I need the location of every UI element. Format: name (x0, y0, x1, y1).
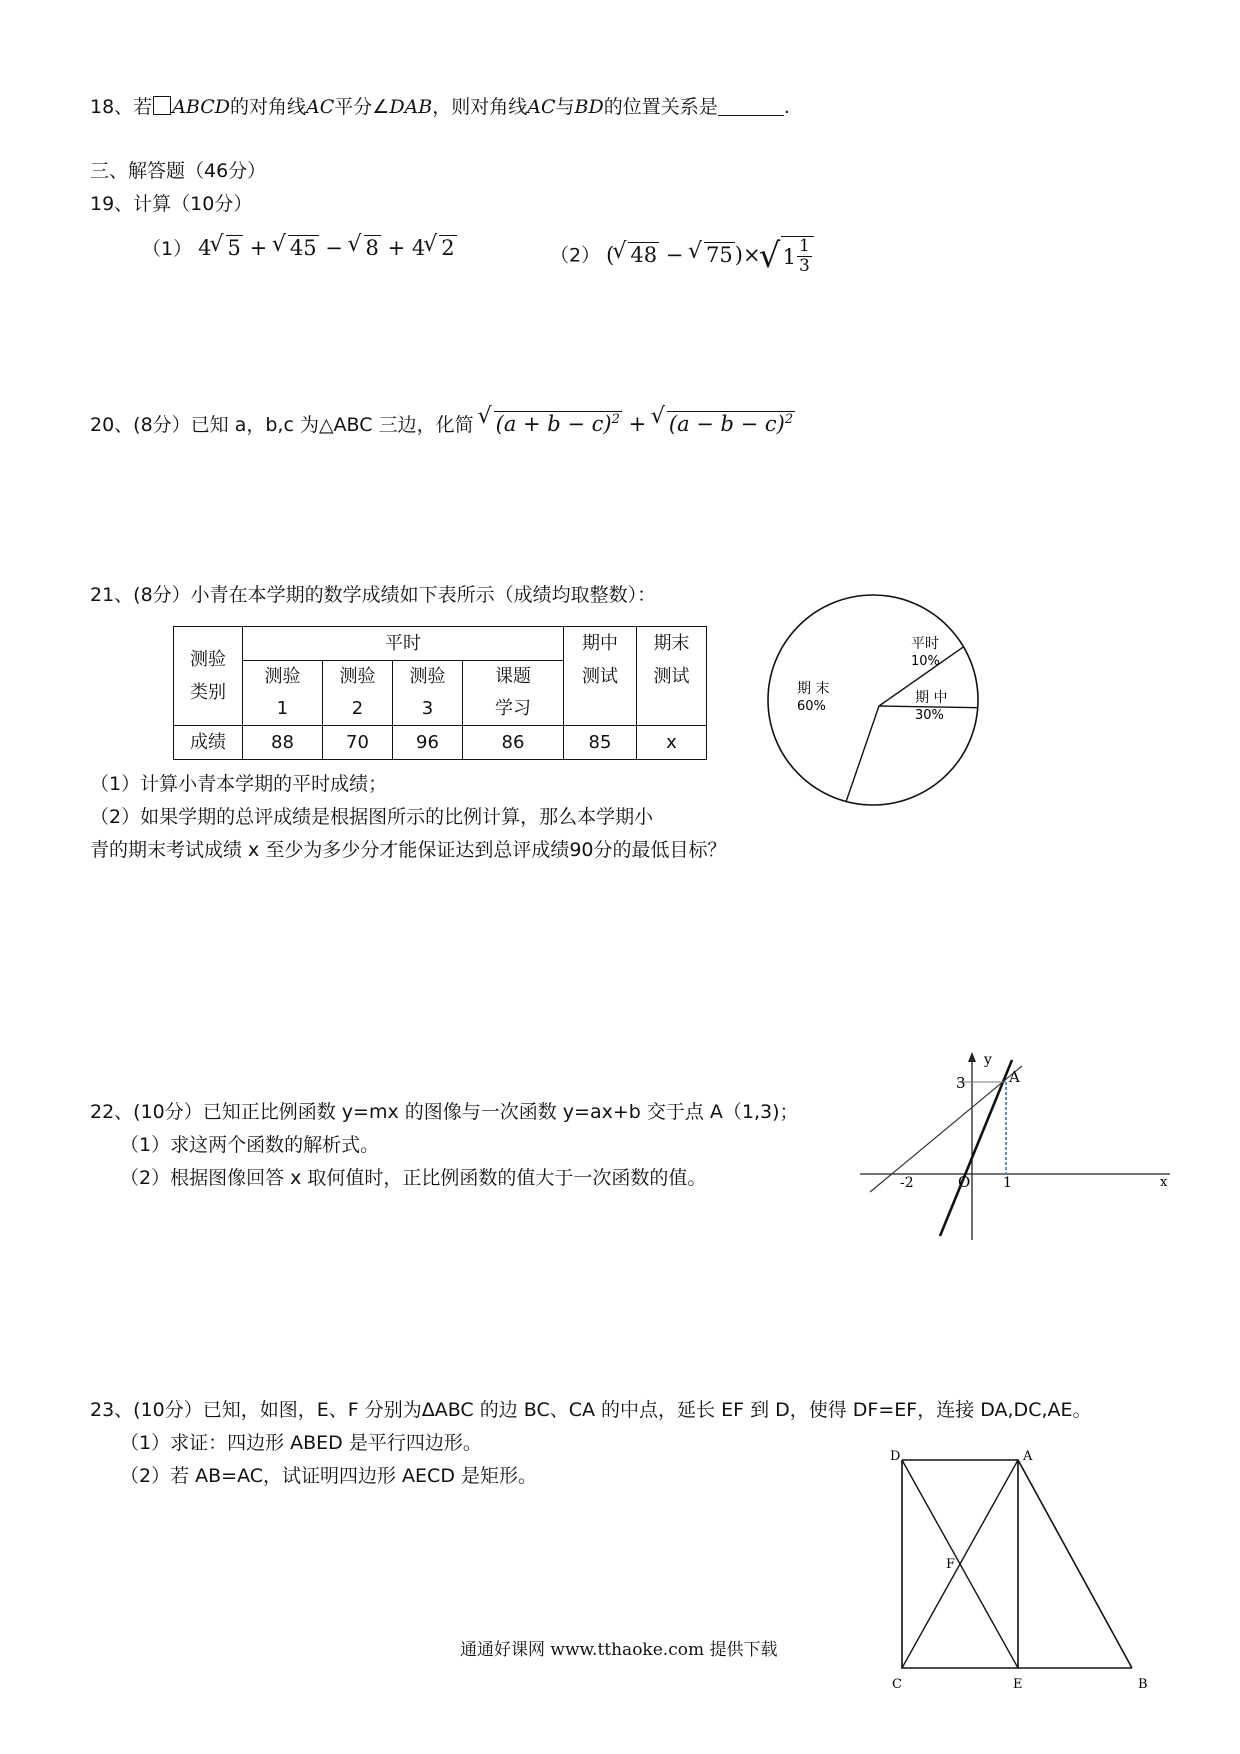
label-c: C (892, 1677, 902, 1690)
linear-function-line (870, 1066, 1022, 1192)
footer-credit: 通通好课网 www.tthaoke.com 提供下载 (460, 1640, 778, 1660)
geometry-figure (880, 1448, 1170, 1690)
pie-chart (755, 590, 991, 810)
tick-label-neg2: -2 (900, 1175, 914, 1191)
table-cell: 96 (393, 726, 463, 760)
pie-slice-label: 期 中 (915, 690, 948, 706)
question-21-part1: （1）计算小青本学期的平时成绩； (90, 773, 388, 795)
label-f: F (946, 1557, 956, 1572)
score-table (173, 626, 707, 760)
question-23-part1: （1）求证：四边形 ABED 是平行四边形。 (120, 1432, 482, 1454)
point-a-label: A (1009, 1068, 1020, 1086)
label-a: A (1023, 1449, 1033, 1464)
tick-label-3: 3 (956, 1074, 966, 1092)
origin-label: O (958, 1173, 971, 1191)
x-axis-label: x (1160, 1175, 1168, 1190)
table-header-regular: 平时 (243, 627, 564, 661)
table-cell: x (637, 726, 707, 760)
table-subheader: 课题 学习 (463, 661, 564, 726)
table-cell: 85 (564, 726, 637, 760)
pie-slice-percent: 10% (911, 654, 940, 669)
pie-slice-percent: 30% (915, 708, 944, 723)
label-e: E (1013, 1677, 1023, 1690)
proportional-function-line (940, 1060, 1012, 1236)
question-23: 23、(10分）已知，如图，E、F 分别为ΔABC 的边 BC、CA 的中点，延长 EF 到 D，使得 DF=EF，连接 DA,DC,AE。 (90, 1399, 1092, 1421)
table-cell: 86 (463, 726, 564, 760)
question-22-part2: （2）根据图像回答 x 取何值时，正比例函数的值大于一次函数的值。 (120, 1167, 707, 1189)
table-subheader: 测验 3 (393, 661, 463, 726)
function-graph (860, 1050, 1180, 1250)
table-header-category: 测验 类别 (174, 627, 243, 726)
table-header-final: 期末 测试 (637, 627, 707, 726)
question-18: 18、若 ABCD的对角线AC平分∠DAB，则对角线AC与BD的位置关系是 . (90, 96, 790, 118)
question-22-part1: （1）求这两个函数的解析式。 (120, 1134, 380, 1156)
y-axis-arrow-icon (968, 1052, 976, 1062)
question-20: 20、(8分）已知 a，b,c 为△ABC 三边，化简 √ $(a + b - c)^2$ + √ $(a - b - c)^2$ (90, 408, 795, 437)
y-axis-label: y (984, 1052, 992, 1068)
label-b: B (1138, 1677, 1148, 1690)
pie-slice-percent: 60% (797, 699, 826, 714)
question-19-part2: （2） (√ 48 − √ 75)× √ 1 1 3 (550, 236, 814, 276)
table-subheader: 测验 2 (323, 661, 393, 726)
question-23-part2: （2）若 AB=AC，试证明四边形 AECD 是矩形。 (120, 1465, 537, 1487)
section-title: 三、解答题（46分） (90, 160, 267, 182)
question-21: 21、(8分）小青在本学期的数学成绩如下表所示（成绩均取整数）： (90, 584, 657, 606)
question-21-part2-cont: 青的期末考试成绩 x 至少为多少分才能保证达到总评成绩90分的最低目标？ (90, 839, 727, 861)
label-d: D (890, 1449, 901, 1464)
question-19-part1: （1） 4√ 5 + √ 45 − √ 8 + 4√ 2 (142, 236, 457, 261)
question-22: 22、(10分）已知正比例函数 y=mx 的图像与一次函数 y=ax+b 交于点 A（1,3)； (90, 1101, 799, 1123)
segment-ab (1018, 1460, 1132, 1668)
table-cell: 88 (243, 726, 323, 760)
tick-label-1: 1 (1003, 1175, 1012, 1191)
table-cell: 70 (323, 726, 393, 760)
answer-blank (718, 97, 784, 116)
pie-slice-label: 平时 (911, 636, 939, 652)
table-subheader: 测验 1 (243, 661, 323, 726)
question-19-title: 19、计算（10分） (90, 193, 253, 215)
table-row-label: 成绩 (174, 726, 243, 760)
table-header-midterm: 期中 测试 (564, 627, 637, 726)
pie-slice-label: 期 末 (797, 681, 830, 697)
parallelogram-symbol-icon (153, 96, 171, 115)
pie-slice-boundary (846, 706, 879, 802)
question-21-part2: （2）如果学期的总评成绩是根据图所示的比例计算，那么本学期小 (90, 806, 654, 828)
